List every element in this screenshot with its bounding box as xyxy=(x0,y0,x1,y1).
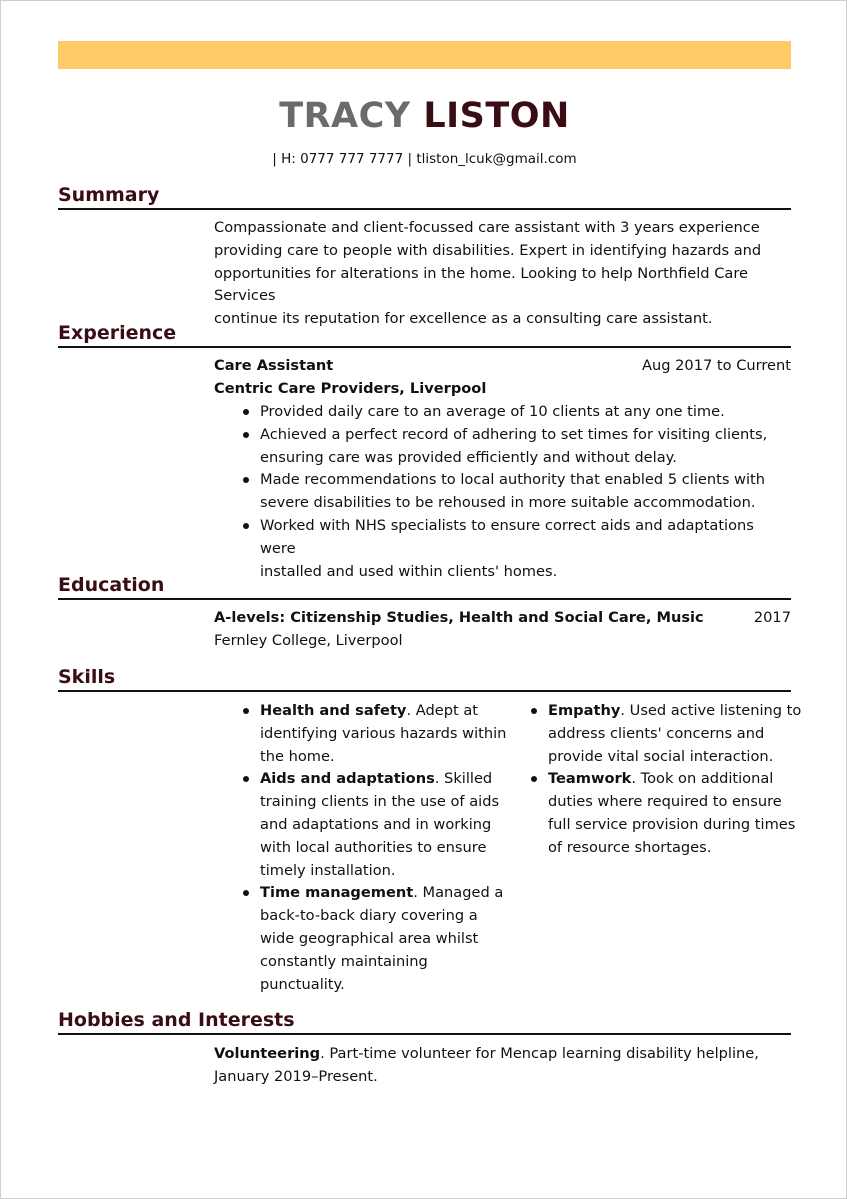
bullet-icon xyxy=(243,409,249,415)
summary-divider xyxy=(58,208,791,210)
bullet-icon xyxy=(531,776,537,782)
list-item: Time management. Managed a back-to-back diary covering a wide geographical area whilst constantly maintaining punctuality. xyxy=(214,882,514,996)
first-name: TRACY xyxy=(279,96,411,136)
job-bullets xyxy=(214,401,794,583)
summary-text xyxy=(214,217,794,331)
education-year: 2017 xyxy=(753,609,791,626)
hobbies-text: Volunteering. Part-time volunteer for Mencap learning disability helpline, January 2019–Present. xyxy=(214,1045,759,1085)
list-item: Aids and adaptations. Skilled training clients in the use of aids and adaptations and in working with local authorities to ensure timely installation. xyxy=(214,768,514,882)
summary-heading: Summary xyxy=(58,184,160,206)
experience-heading: Experience xyxy=(58,322,177,344)
education-header xyxy=(214,607,791,630)
skills-heading: Skills xyxy=(58,666,116,688)
summary-line: opportunities for alterations in the home. Looking to help Northfield Care Services xyxy=(214,264,748,305)
hobbies-divider xyxy=(58,1033,791,1035)
summary-line: Compassionate and client-focussed care assistant with 3 years experience xyxy=(214,219,760,236)
list-item: Provided daily care to an average of 10 clients at any one time. xyxy=(214,401,794,424)
bullet-icon xyxy=(531,708,537,714)
job-title: Care Assistant xyxy=(214,357,334,374)
job-header xyxy=(214,355,791,378)
job-dates: Aug 2017 to Current xyxy=(641,357,791,374)
list-item: Achieved a perfect record of adhering to set times for visiting clients, ensuring care was provided efficiently and without delay. xyxy=(214,424,794,470)
last-name: LISTON xyxy=(423,96,570,136)
list-item: Teamwork. Took on additional duties where required to ensure full service provision during times of resource shortages. xyxy=(502,768,802,859)
bullet-icon xyxy=(243,477,249,483)
accent-bar xyxy=(58,41,791,69)
education-heading: Education xyxy=(58,574,165,596)
hobby-lead: Volunteering xyxy=(214,1045,321,1062)
bullet-icon xyxy=(243,890,249,896)
summary-line: providing care to people with disabilities. Expert in identifying hazards and xyxy=(214,241,762,259)
bullet-icon xyxy=(243,708,249,714)
experience-divider xyxy=(58,346,791,348)
candidate-name xyxy=(1,93,847,139)
list-item: Made recommendations to local authority that enabled 5 clients with severe disabilities to be rehoused in more suitable accommodation. xyxy=(214,469,794,515)
list-item: Empathy. Used active listening to address clients' concerns and provide vital social interaction. xyxy=(502,700,802,768)
list-item: Health and safety. Adept at identifying various hazards within the home. xyxy=(214,700,514,768)
bullet-icon xyxy=(243,432,249,438)
contact-info: | H: 0777 777 7777 | tliston_lcuk@gmail.com xyxy=(272,151,577,167)
education-divider xyxy=(58,598,791,600)
list-item: Worked with NHS specialists to ensure correct aids and adaptations were installed and used within clients' homes. xyxy=(214,515,794,583)
degree: A-levels: Citizenship Studies, Health and Social Care, Music xyxy=(214,609,704,626)
summary-line: continue its reputation for excellence as a consulting care assistant. xyxy=(214,310,713,328)
skills-right-column xyxy=(502,700,802,860)
company-name: Centric Care Providers, Liverpool xyxy=(214,380,487,397)
bullet-icon xyxy=(243,776,249,782)
skills-divider xyxy=(58,690,791,692)
bullet-icon xyxy=(243,523,249,529)
skills-left-column xyxy=(214,700,514,996)
school-name: Fernley College, Liverpool xyxy=(214,632,403,649)
hobbies-heading: Hobbies and Interests xyxy=(58,1009,295,1031)
